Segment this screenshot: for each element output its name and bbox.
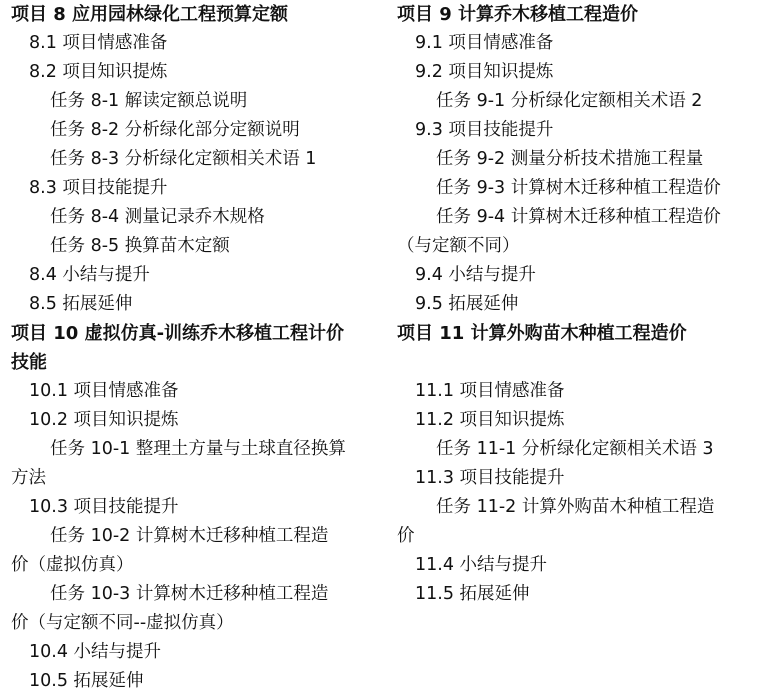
task-8-5: 任务 8-5 换算苗木定额	[50, 236, 230, 256]
task-8-2: 任务 8-2 分析绿化部分定额说明	[50, 120, 300, 140]
section-10-2: 10.2 项目知识提炼	[29, 410, 179, 430]
project-9-title: 项目 9 计算乔木移植工程造价	[397, 4, 639, 25]
section-8-1: 8.1 项目情感准备	[29, 33, 168, 53]
task-8-3: 任务 8-3 分析绿化定额相关术语 1	[50, 149, 317, 169]
section-9-2: 9.2 项目知识提炼	[415, 62, 554, 82]
section-9-1: 9.1 项目情感准备	[415, 33, 554, 53]
title-spacer	[397, 348, 763, 377]
task-10-3-line-2: 价（与定额不同--虚拟仿真）	[11, 613, 234, 633]
task-8-4: 任务 8-4 测量记录乔木规格	[50, 207, 265, 227]
section-8-5: 8.5 拓展延伸	[29, 294, 133, 314]
task-11-2-line-2: 价	[397, 526, 415, 546]
task-9-4-line-2: （与定额不同）	[397, 236, 520, 256]
section-10-5: 10.5 拓展延伸	[29, 671, 144, 691]
task-9-4-line-1: 任务 9-4 计算树木迁移种植工程造价	[436, 207, 721, 227]
project-10-title-line-2: 技能	[11, 352, 47, 373]
toc-right-column	[397, 0, 763, 609]
section-11-5: 11.5 拓展延伸	[415, 584, 530, 604]
section-10-4: 10.4 小结与提升	[29, 642, 162, 662]
project-10-title-line-1: 项目 10 虚拟仿真-训练乔木移植工程计价	[11, 323, 345, 344]
section-8-4: 8.4 小结与提升	[29, 265, 150, 285]
task-9-3: 任务 9-3 计算树木迁移种植工程造价	[436, 178, 721, 198]
task-9-1: 任务 9-1 分析绿化定额相关术语 2	[436, 91, 703, 111]
task-11-2-line-1: 任务 11-2 计算外购苗木种植工程造	[436, 497, 715, 517]
task-10-3-line-1: 任务 10-3 计算树木迁移种植工程造	[50, 584, 329, 604]
section-11-4: 11.4 小结与提升	[415, 555, 548, 575]
task-9-2: 任务 9-2 测量分析技术措施工程量	[436, 149, 704, 169]
section-9-5: 9.5 拓展延伸	[415, 294, 519, 314]
project-8-title: 项目 8 应用园林绿化工程预算定额	[11, 4, 289, 25]
section-10-3: 10.3 项目技能提升	[29, 497, 179, 517]
task-10-1-line-2: 方法	[11, 468, 46, 488]
section-9-3: 9.3 项目技能提升	[415, 120, 554, 140]
section-8-2: 8.2 项目知识提炼	[29, 62, 168, 82]
task-10-2-line-2: 价（虚拟仿真）	[11, 555, 134, 575]
task-8-1: 任务 8-1 解读定额总说明	[50, 91, 248, 111]
project-11-title: 项目 11 计算外购苗木种植工程造价	[397, 323, 687, 344]
toc-left-column	[11, 0, 377, 696]
task-10-2-line-1: 任务 10-2 计算树木迁移种植工程造	[50, 526, 329, 546]
section-9-4: 9.4 小结与提升	[415, 265, 536, 285]
section-11-1: 11.1 项目情感准备	[415, 381, 565, 401]
task-10-1-line-1: 任务 10-1 整理土方量与土球直径换算	[50, 439, 346, 459]
section-10-1: 10.1 项目情感准备	[29, 381, 179, 401]
section-11-3: 11.3 项目技能提升	[415, 468, 565, 488]
section-8-3: 8.3 项目技能提升	[29, 178, 168, 198]
section-11-2: 11.2 项目知识提炼	[415, 410, 565, 430]
task-11-1: 任务 11-1 分析绿化定额相关术语 3	[436, 439, 714, 459]
